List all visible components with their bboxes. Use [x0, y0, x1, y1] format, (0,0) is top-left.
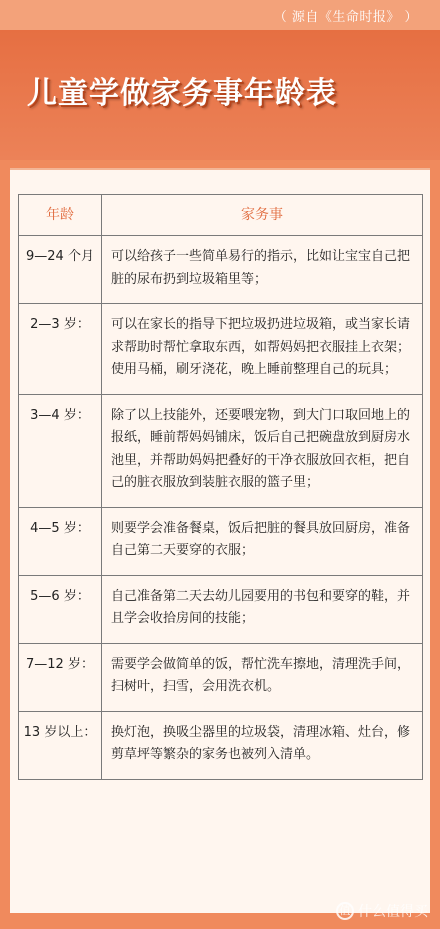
table-header-row	[19, 195, 423, 236]
tasks-cell: 除了以上技能外，还要喂宠物，到大门口取回地上的报纸，睡前帮妈妈铺床，饭后自己把碗盘放到厨房水池里，并帮助妈妈把叠好的干净衣服放回衣柜，把自己的脏衣服放到装脏衣服的篮子里；	[102, 394, 423, 507]
age-cell: 13 岁以上：	[19, 711, 102, 779]
tasks-cell: 自己准备第二天去幼儿园要用的书包和要穿的鞋，并且学会收拾房间的技能；	[102, 575, 423, 643]
table-row	[19, 236, 423, 304]
tasks-cell: 需要学会做简单的饭，帮忙洗车擦地，清理洗手间，扫树叶，扫雪，会用洗衣机。	[102, 643, 423, 711]
table-row	[19, 711, 423, 779]
watermark-logo-icon: 值	[336, 902, 354, 920]
age-cell: 7—12 岁：	[19, 643, 102, 711]
age-cell: 5—6 岁：	[19, 575, 102, 643]
header-age: 年龄	[19, 195, 102, 236]
page-title: 儿童学做家务事年龄表	[27, 76, 337, 111]
age-cell: 9—24 个月	[19, 236, 102, 304]
source-note: （ 源自《生命时报》 ）	[273, 10, 418, 25]
watermark	[336, 901, 428, 921]
tasks-cell: 可以在家长的指导下把垃圾扔进垃圾箱，或当家长请求帮助时帮忙拿取东西，如帮妈妈把衣服挂上衣架；使用马桶，刷牙浇花，晚上睡前整理自己的玩具；	[102, 304, 423, 395]
table-row	[19, 643, 423, 711]
tasks-cell: 可以给孩子一些简单易行的指示，比如让宝宝自己把脏的尿布扔到垃圾箱里等；	[102, 236, 423, 304]
age-cell: 2—3 岁：	[19, 304, 102, 395]
chores-age-table	[18, 194, 423, 780]
table-row	[19, 394, 423, 507]
tasks-cell: 换灯泡，换吸尘器里的垃圾袋，清理冰箱、灶台，修剪草坪等繁杂的家务也被列入清单。	[102, 711, 423, 779]
age-cell: 4—5 岁：	[19, 507, 102, 575]
top-band	[0, 0, 440, 30]
watermark-text: 什么值得买	[358, 904, 428, 920]
table-row	[19, 507, 423, 575]
content-panel	[10, 168, 430, 913]
tasks-cell: 则要学会准备餐桌，饭后把脏的餐具放回厨房，准备自己第二天要穿的衣服；	[102, 507, 423, 575]
table-row	[19, 575, 423, 643]
age-cell: 3—4 岁：	[19, 394, 102, 507]
header-tasks: 家务事	[102, 195, 423, 236]
table-row	[19, 304, 423, 395]
